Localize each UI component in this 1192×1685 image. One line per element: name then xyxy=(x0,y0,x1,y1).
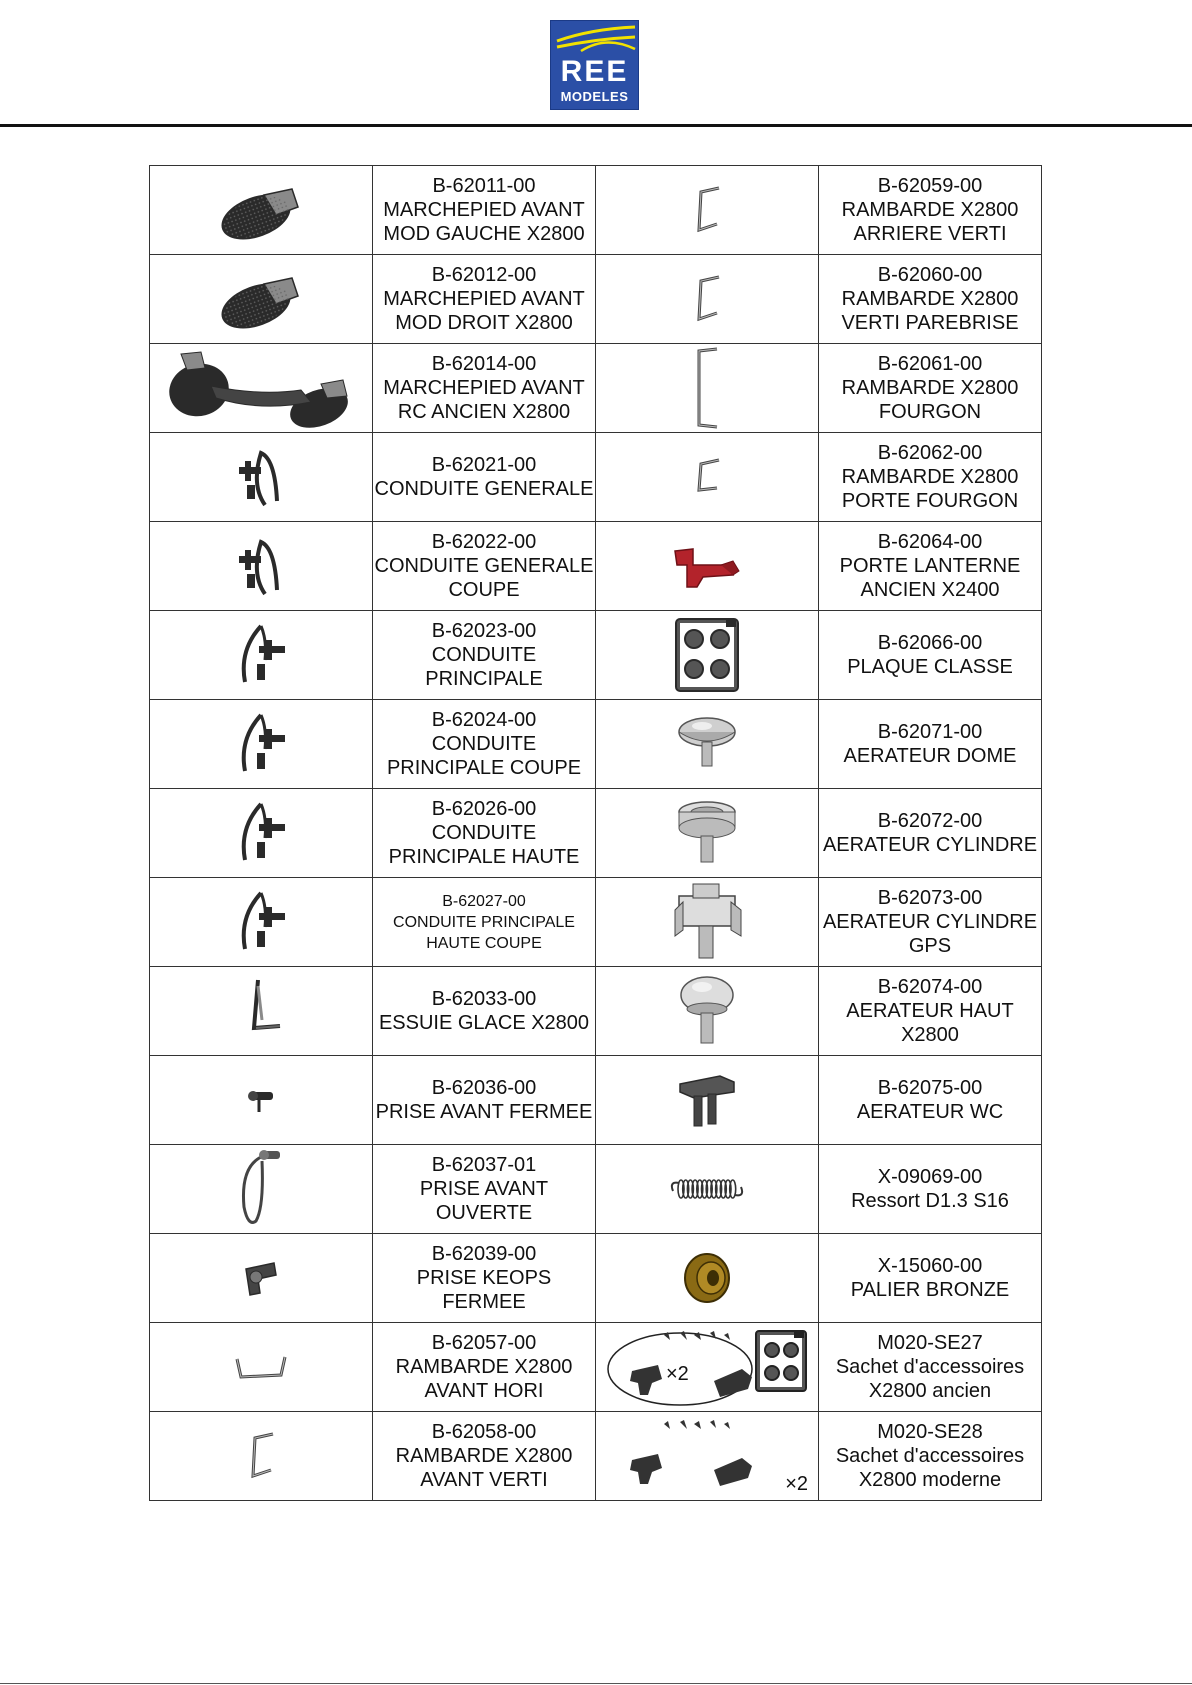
part-label xyxy=(819,174,1041,246)
part-description-line: X2800 moderne xyxy=(858,1469,1002,1491)
part-description-line: AERATEUR WC xyxy=(856,1101,1004,1123)
part-label-cell-b-62012-00 xyxy=(373,255,596,344)
part-image-cell xyxy=(150,1056,373,1145)
part-image-cell xyxy=(596,166,819,255)
part-description-line: AERATEUR CYLINDRE xyxy=(822,911,1038,933)
part-code: B-62039-00 xyxy=(431,1243,537,1265)
part-label-cell-b-62037-01 xyxy=(373,1145,596,1234)
part-image-cell xyxy=(596,1234,819,1323)
part-label xyxy=(819,530,1041,602)
footstep-icon xyxy=(150,264,372,334)
part-image-cell xyxy=(596,344,819,433)
part-label xyxy=(819,809,1041,857)
part-description-line: RAMBARDE X2800 xyxy=(395,1445,573,1467)
part-label xyxy=(819,631,1041,679)
part-description-line: PRINCIPALE HAUTE xyxy=(388,846,580,868)
part-code: B-62057-00 xyxy=(431,1332,537,1354)
part-label xyxy=(819,1076,1041,1124)
part-description-line: PRINCIPALE COUPE xyxy=(386,757,582,779)
table-row xyxy=(150,700,1042,789)
front-socket-icon xyxy=(150,1080,372,1120)
part-label-cell-b-62014-00 xyxy=(373,344,596,433)
part-label xyxy=(819,1420,1041,1492)
table-row xyxy=(150,255,1042,344)
gps-vent-icon xyxy=(596,880,818,964)
part-description-line: COUPE xyxy=(448,579,520,601)
table-row xyxy=(150,1323,1042,1412)
part-code: B-62014-00 xyxy=(431,353,537,375)
part-description-line: RC ANCIEN X2800 xyxy=(397,401,571,423)
part-code: B-62062-00 xyxy=(877,442,983,464)
part-image-cell xyxy=(150,789,373,878)
part-label-cell-b-62058-00 xyxy=(373,1412,596,1501)
part-image-cell xyxy=(150,1234,373,1323)
handrail-icon xyxy=(596,269,818,329)
part-description-line: GPS xyxy=(908,935,952,957)
part-label xyxy=(373,174,595,246)
part-description-line: AVANT HORI xyxy=(424,1380,544,1402)
dome-vent-icon xyxy=(596,714,818,774)
part-label-cell-b-62033-00 xyxy=(373,967,596,1056)
part-description-line: AERATEUR CYLINDRE xyxy=(822,834,1038,856)
part-label-cell-b-62022-00 xyxy=(373,522,596,611)
part-label xyxy=(819,1165,1041,1213)
part-description-line: HAUTE COUPE xyxy=(426,934,542,952)
part-label-cell-b-62064-00 xyxy=(819,522,1042,611)
part-image-cell xyxy=(596,878,819,967)
part-code: B-62024-00 xyxy=(431,709,537,731)
part-description-line: ANCIEN X2400 xyxy=(860,579,1000,601)
part-label xyxy=(819,1331,1041,1403)
part-label xyxy=(373,1331,595,1403)
short-handrail-icon xyxy=(596,454,818,500)
part-description-line: X2800 xyxy=(901,1024,959,1046)
part-description-line: ARRIERE VERTI xyxy=(853,223,1007,245)
logo-text-modeles: MODELES xyxy=(560,89,629,104)
ree-modeles-logo xyxy=(550,20,639,110)
footer-divider xyxy=(0,1683,1192,1684)
part-label xyxy=(819,263,1041,335)
part-code: B-62012-00 xyxy=(431,264,537,286)
part-image-cell xyxy=(150,1145,373,1234)
part-label xyxy=(373,1242,595,1314)
table-row xyxy=(150,967,1042,1056)
class-plate-icon xyxy=(596,615,818,695)
part-description-line: FOURGON xyxy=(878,401,982,423)
part-description-line: PORTE LANTERNE xyxy=(839,555,1021,577)
part-code: B-62033-00 xyxy=(431,988,537,1010)
part-label xyxy=(373,1420,595,1492)
part-label-cell-b-62027-00 xyxy=(373,878,596,967)
part-code: B-62037-01 xyxy=(431,1154,537,1176)
keops-socket-icon xyxy=(150,1253,372,1303)
part-code: M020-SE27 xyxy=(877,1332,983,1354)
part-label xyxy=(373,891,595,954)
part-image-cell xyxy=(150,878,373,967)
part-description-line: AERATEUR HAUT xyxy=(846,1000,1014,1022)
main-pipe-icon xyxy=(150,620,372,690)
part-image-cell xyxy=(150,255,373,344)
part-code: B-62026-00 xyxy=(431,798,537,820)
bronze-bearing-icon xyxy=(596,1248,818,1308)
double-footstep-icon xyxy=(150,346,372,430)
part-image-cell xyxy=(596,967,819,1056)
accessory-bag-icon xyxy=(596,1325,818,1409)
part-code: B-62021-00 xyxy=(431,454,537,476)
part-description-line: MARCHEPIED AVANT xyxy=(383,377,585,399)
part-description-line: RAMBARDE X2800 xyxy=(841,199,1019,221)
table-row xyxy=(150,433,1042,522)
part-image-cell xyxy=(150,166,373,255)
part-code: B-62027-00 xyxy=(442,892,526,910)
part-image-cell xyxy=(596,522,819,611)
part-description-line: Sachet d'accessoires xyxy=(835,1445,1025,1467)
part-code: X-15060-00 xyxy=(877,1255,983,1277)
part-label-cell-b-62021-00 xyxy=(373,433,596,522)
part-description-line: PLAQUE CLASSE xyxy=(847,656,1013,678)
part-description-line: MARCHEPIED AVANT xyxy=(383,199,585,221)
part-label xyxy=(373,987,595,1035)
part-label-cell-b-62057-00 xyxy=(373,1323,596,1412)
part-description-line: CONDUITE GENERALE xyxy=(374,478,594,500)
part-description-line: PRISE AVANT xyxy=(419,1178,549,1200)
table-row xyxy=(150,166,1042,255)
table-row xyxy=(150,1145,1042,1234)
part-description-line: MARCHEPIED AVANT xyxy=(383,288,585,310)
part-code: B-62058-00 xyxy=(431,1421,537,1443)
high-vent-icon xyxy=(596,973,818,1049)
main-pipe-icon xyxy=(150,887,372,957)
table-row xyxy=(150,522,1042,611)
part-label xyxy=(819,886,1041,958)
table-row xyxy=(150,611,1042,700)
part-image-cell xyxy=(596,611,819,700)
part-description-line: ESSUIE GLACE X2800 xyxy=(378,1012,590,1034)
part-label-cell-b-62024-00 xyxy=(373,700,596,789)
part-label-cell-b-62062-00 xyxy=(819,433,1042,522)
part-description-line: PORTE FOURGON xyxy=(841,490,1019,512)
part-description-line: OUVERTE xyxy=(435,1202,533,1224)
part-code: B-62036-00 xyxy=(431,1077,537,1099)
part-image-cell xyxy=(596,1323,819,1412)
table-row xyxy=(150,344,1042,433)
part-image-cell xyxy=(150,522,373,611)
part-code: X-09069-00 xyxy=(877,1166,983,1188)
part-label-cell-b-62059-00 xyxy=(819,166,1042,255)
part-code: B-62074-00 xyxy=(877,976,983,998)
part-label xyxy=(373,797,595,869)
main-pipe-icon xyxy=(150,709,372,779)
part-description-line: AERATEUR DOME xyxy=(843,745,1017,767)
part-description-line: CONDUITE xyxy=(431,733,537,755)
table-row xyxy=(150,1412,1042,1501)
handrail-icon xyxy=(596,180,818,240)
part-code: B-62059-00 xyxy=(877,175,983,197)
part-description-line: PRISE AVANT FERMEE xyxy=(375,1101,593,1123)
part-label-cell-x-09069-00 xyxy=(819,1145,1042,1234)
part-label-cell-b-62074-00 xyxy=(819,967,1042,1056)
part-label-cell-b-62026-00 xyxy=(373,789,596,878)
part-code: B-62011-00 xyxy=(432,175,536,197)
part-image-cell xyxy=(150,433,373,522)
wiper-icon xyxy=(150,976,372,1046)
part-description-line: PRISE KEOPS FERMEE xyxy=(416,1267,552,1313)
footstep-icon xyxy=(150,175,372,245)
part-code: B-62066-00 xyxy=(877,632,983,654)
part-description-line: Ressort D1.3 S16 xyxy=(851,1190,1009,1212)
part-image-cell xyxy=(596,255,819,344)
part-label-cell-m020-se28 xyxy=(819,1412,1042,1501)
parts-table xyxy=(149,165,1042,1501)
brake-pipe-icon xyxy=(150,445,372,509)
part-label-cell-m020-se27 xyxy=(819,1323,1042,1412)
part-label-cell-x-15060-00 xyxy=(819,1234,1042,1323)
part-label-cell-b-62011-00 xyxy=(373,166,596,255)
part-image-cell xyxy=(150,344,373,433)
brake-pipe-icon xyxy=(150,534,372,598)
part-description-line: Sachet d'accessoires xyxy=(835,1356,1025,1378)
part-description-line: RAMBARDE X2800 xyxy=(841,466,1019,488)
part-label-cell-b-62060-00 xyxy=(819,255,1042,344)
part-label-cell-b-62072-00 xyxy=(819,789,1042,878)
part-label xyxy=(373,1153,595,1225)
part-label xyxy=(819,352,1041,424)
part-label-cell-b-62036-00 xyxy=(373,1056,596,1145)
part-description-line: CONDUITE xyxy=(431,822,537,844)
part-image-cell xyxy=(596,1056,819,1145)
part-label-cell-b-62075-00 xyxy=(819,1056,1042,1145)
logo-text-ree: REE xyxy=(560,55,629,88)
part-description-line: X2800 ancien xyxy=(868,1380,992,1402)
part-description-line: RAMBARDE X2800 xyxy=(841,377,1019,399)
part-description-line: PALIER BRONZE xyxy=(850,1279,1010,1301)
part-code: M020-SE28 xyxy=(877,1421,983,1443)
part-code: B-62072-00 xyxy=(877,810,983,832)
part-code: B-62023-00 xyxy=(431,620,537,642)
spring-icon xyxy=(596,1171,818,1207)
part-code: B-62071-00 xyxy=(877,721,983,743)
part-label-cell-b-62039-00 xyxy=(373,1234,596,1323)
part-label-cell-b-62061-00 xyxy=(819,344,1042,433)
part-label-cell-b-62066-00 xyxy=(819,611,1042,700)
table-row xyxy=(150,878,1042,967)
part-label xyxy=(373,530,595,602)
part-image-cell xyxy=(596,700,819,789)
part-label xyxy=(373,708,595,780)
lamp-bracket-icon xyxy=(596,541,818,591)
part-label xyxy=(819,441,1041,513)
part-label-cell-b-62023-00 xyxy=(373,611,596,700)
open-socket-icon xyxy=(150,1147,372,1231)
part-code: B-62022-00 xyxy=(431,531,537,553)
part-image-cell xyxy=(150,611,373,700)
part-description-line: MOD GAUCHE X2800 xyxy=(383,223,585,245)
part-description-line: CONDUITE GENERALE xyxy=(374,555,594,577)
part-description-line: AVANT VERTI xyxy=(420,1469,548,1491)
part-label-cell-b-62071-00 xyxy=(819,700,1042,789)
part-label xyxy=(819,975,1041,1047)
part-description-line: RAMBARDE X2800 xyxy=(395,1356,573,1378)
cylinder-vent-icon xyxy=(596,798,818,868)
part-image-cell xyxy=(150,1323,373,1412)
part-label xyxy=(373,619,595,691)
part-image-cell xyxy=(150,700,373,789)
part-label xyxy=(373,263,595,335)
part-label xyxy=(373,352,595,424)
header-divider xyxy=(0,124,1192,127)
quantity-badge: ×2 xyxy=(785,1473,808,1495)
quantity-badge: ×2 xyxy=(666,1363,689,1385)
table-row xyxy=(150,789,1042,878)
part-description-line: VERTI PAREBRISE xyxy=(841,312,1019,334)
part-image-cell xyxy=(596,1412,819,1501)
part-code: B-62073-00 xyxy=(877,887,983,909)
handrail-icon xyxy=(150,1426,372,1486)
part-code: B-62060-00 xyxy=(877,264,983,286)
part-image-cell xyxy=(150,1412,373,1501)
horizontal-handrail-icon xyxy=(150,1349,372,1385)
part-label xyxy=(819,1254,1041,1302)
part-description-line: RAMBARDE X2800 xyxy=(841,288,1019,310)
part-image-cell xyxy=(596,789,819,878)
wc-vent-icon xyxy=(596,1070,818,1130)
part-description-line: MOD DROIT X2800 xyxy=(395,312,573,334)
part-image-cell xyxy=(596,433,819,522)
part-label xyxy=(819,720,1041,768)
part-code: B-62061-00 xyxy=(877,353,983,375)
part-label xyxy=(373,453,595,501)
part-description-line: CONDUITE PRINCIPALE xyxy=(393,913,575,931)
main-pipe-icon xyxy=(150,798,372,868)
part-image-cell xyxy=(150,967,373,1056)
table-row xyxy=(150,1234,1042,1323)
long-handrail-icon xyxy=(596,345,818,431)
part-code: B-62075-00 xyxy=(877,1077,983,1099)
table-row xyxy=(150,1056,1042,1145)
part-description-line: CONDUITE xyxy=(431,644,537,666)
part-label-cell-b-62073-00 xyxy=(819,878,1042,967)
part-description-line: PRINCIPALE xyxy=(425,668,543,690)
part-image-cell xyxy=(596,1145,819,1234)
part-code: B-62064-00 xyxy=(877,531,983,553)
part-label xyxy=(373,1076,595,1124)
